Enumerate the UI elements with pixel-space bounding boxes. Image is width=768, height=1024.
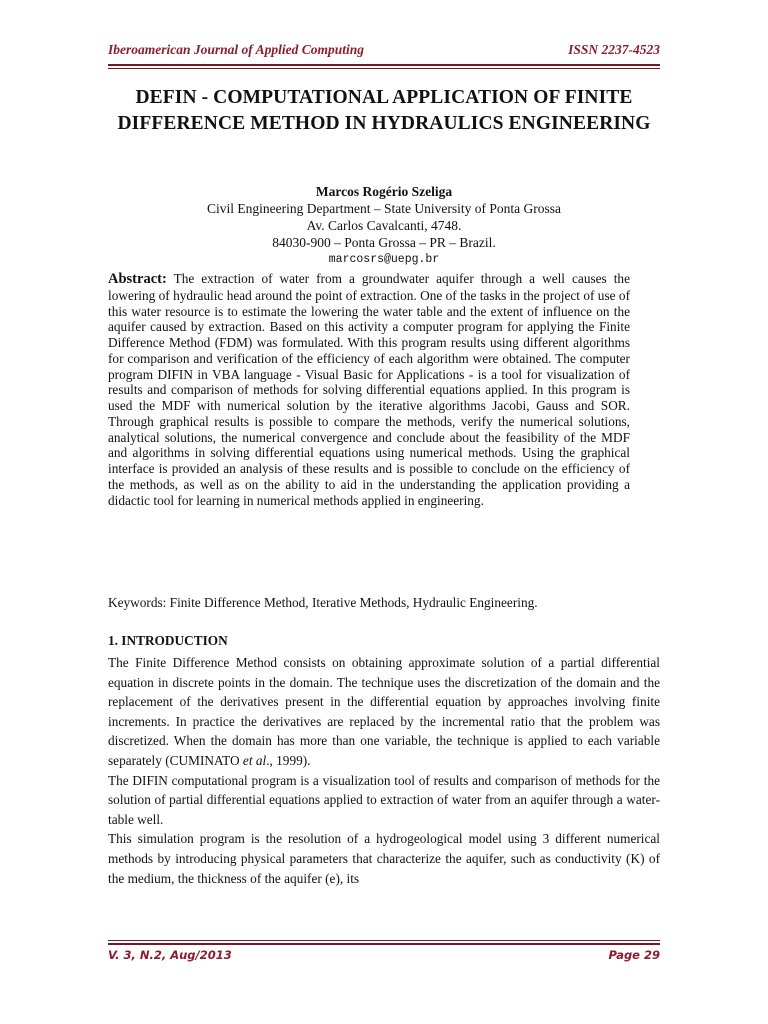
paragraph: This simulation program is the resolution of a hydrogeological model using 3 different numerical methods by introducing physical parameters that characterize the aquifer, such as conductivity (K) of the medium, the thickness of the aquifer (e), its bbox=[108, 831, 660, 886]
author-email: marcosrs@uepg.br bbox=[328, 253, 440, 266]
paragraph-text: The Finite Difference Method consists on obtaining approximate solution of a partial differential equation in discrete points in the domain. The technique uses the discretization of the domain and the replacement of the derivatives present in the differential equation by approaches involving finite increments. In practice the derivatives are replaced by the incremental ratio that the problem was discretized. When the domain has more than one variable, the technique is applied to each variable separately (CUMINATO bbox=[108, 655, 660, 768]
issn: ISSN 2237-4523 bbox=[568, 42, 660, 57]
paper-title: DEFIN - COMPUTATIONAL APPLICATION OF FINITE DIFFERENCE METHOD IN HYDRAULICS ENGINEERING bbox=[117, 87, 651, 134]
journal-name: Iberoamerican Journal of Applied Computing bbox=[108, 42, 365, 57]
paragraph: The DIFIN computational program is a visualization tool of results and comparison of methods for the solution of partial differential equations applied to extraction of water from an aquifer through a water-table well. bbox=[108, 772, 660, 827]
section-heading: 1. INTRODUCTION bbox=[108, 633, 228, 648]
keywords: Keywords: Finite Difference Method, Iterative Methods, Hydraulic Engineering. bbox=[108, 595, 538, 610]
running-footer bbox=[108, 948, 660, 968]
abstract-label: Abstract: bbox=[108, 271, 167, 287]
author-block bbox=[108, 183, 660, 268]
author-address: Av. Carlos Cavalcanti, 4748. bbox=[306, 218, 462, 233]
paragraph-text: ., 1999). bbox=[266, 752, 311, 768]
introduction-body bbox=[108, 653, 660, 888]
abstract bbox=[108, 271, 630, 508]
page-number: Page 29 bbox=[608, 948, 660, 962]
author-department: Civil Engineering Department – State University of Ponta Grossa bbox=[207, 201, 561, 216]
volume-info: V. 3, N.2, Aug/2013 bbox=[108, 948, 232, 962]
author-name: Marcos Rogério Szeliga bbox=[315, 184, 453, 199]
header-rule bbox=[108, 64, 660, 69]
author-city: 84030-900 – Ponta Grossa – PR – Brazil. bbox=[272, 235, 496, 250]
citation-italic: et al bbox=[242, 752, 267, 768]
abstract-text: The extraction of water from a groundwater aquifer through a well causes the lowering of hydraulic head around the point of extraction. One of the tasks in the project of use of this water resource is to estimate the lowering the water table and the extent of influence on the aquifer caused by extraction. Based on this activity a computer program for applying the Finite Difference Method (FDM) was formulated. With this program results using different algorithms for comparison and verification of the efficiency of each algorithm were obtained. The computer program DIFIN in VBA language - Visual Basic for Applications - is a tool for visualization of results and comparison of methods for solving differential equations applied. In this program is used the MDF with numerical solution by the iterative algorithms Jacobi, Gauss and SOR. Through graphical results is possible to compare the methods, verify the numerical solutions, analytical solutions, the numerical convergence and conclude about the feasibility of the MDF and algorithms in solving differential equations using numerical methods. Using the graphical interface is provided an analysis of these results and is possible to conclude on the efficiency of the methods, as well as on the ability to aid in the understanding the application providing a didactic tool for learning in numerical methods applied in engineering. bbox=[108, 271, 630, 508]
footer-rule bbox=[108, 940, 660, 945]
paragraph bbox=[108, 653, 660, 771]
running-header bbox=[108, 42, 660, 62]
